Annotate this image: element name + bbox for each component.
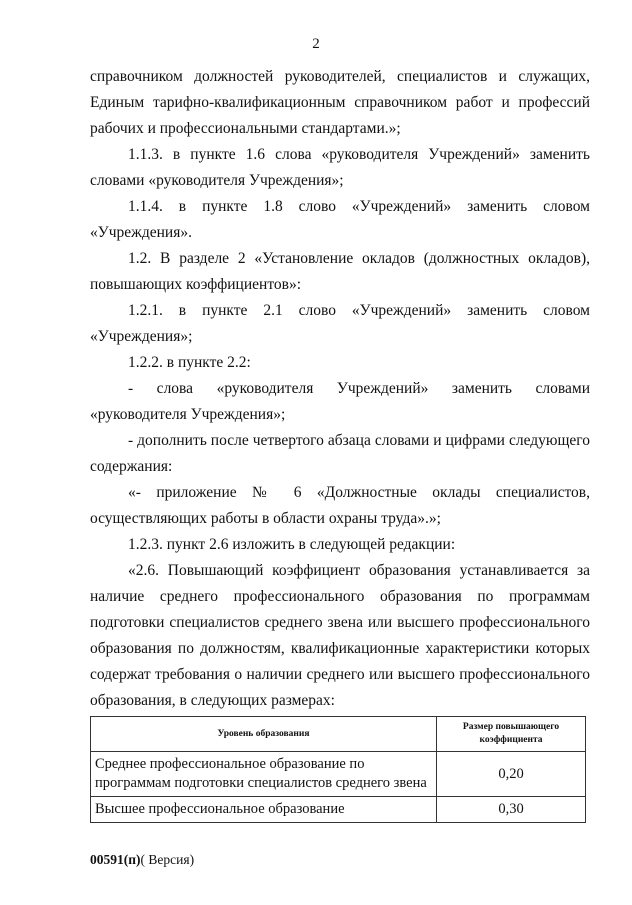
table-header-cell: Уровень образования — [91, 717, 437, 752]
document-footer — [90, 852, 194, 868]
table-cell: 0,30 — [437, 797, 586, 823]
document-body — [90, 64, 590, 714]
document-code: 00591(п) — [90, 852, 141, 867]
paragraph: «2.6. Повышающий коэффициент образования устанавливается за наличие среднего профессионального образования по программам подготовки специалистов среднего звена или высшего профессионального образования по должностям, квалификационные характеристики которых содержат требования о наличии среднего или высшего профессионального образования, в следующих размерах: — [90, 562, 590, 709]
table-header-row — [91, 717, 586, 752]
paragraph: 1.2.3. пункт 2.6 изложить в следующей редакции: — [128, 536, 456, 553]
table-cell: 0,20 — [437, 752, 586, 797]
paragraph: 1.1.3. в пункте 1.6 слова «руководителя Учреждений» заменить словами «руководителя Учреждения»; — [90, 146, 590, 189]
paragraph: 1.2.2. в пункте 2.2: — [128, 354, 251, 371]
education-coefficient-table — [90, 716, 586, 823]
paragraph: - дополнить после четвертого абзаца словами и цифрами следующего содержания: — [90, 432, 590, 475]
table-row — [91, 797, 586, 823]
table-cell: Высшее профессиональное образование — [91, 797, 437, 823]
paragraph: 1.2.1. в пункте 2.1 слово «Учреждений» заменить словом «Учреждения»; — [90, 302, 590, 345]
page-number: 2 — [312, 36, 320, 52]
table-row — [91, 752, 586, 797]
paragraph: «- приложение № 6 «Должностные оклады специалистов, осуществляющих работы в области охраны труда».»; — [90, 484, 590, 527]
document-version: ( Версия) — [140, 852, 195, 867]
table-header-cell: Размер повышающего коэффициента — [437, 717, 586, 752]
paragraph: - слова «руководителя Учреждений» заменить словами «руководителя Учреждения»; — [90, 380, 590, 423]
paragraph: 1.1.4. в пункте 1.8 слово «Учреждений» заменить словом «Учреждения». — [90, 198, 590, 241]
paragraph: 1.2. В разделе 2 «Установление окладов (должностных окладов), повышающих коэффициентов»: — [90, 250, 590, 293]
paragraph: справочником должностей руководителей, специалистов и служащих, Единым тарифно-квалификационным справочником работ и профессий рабочих и профессиональными стандартами.»; — [90, 68, 590, 137]
table-cell: Среднее профессиональное образование по программам подготовки специалистов среднего звена — [91, 752, 437, 797]
